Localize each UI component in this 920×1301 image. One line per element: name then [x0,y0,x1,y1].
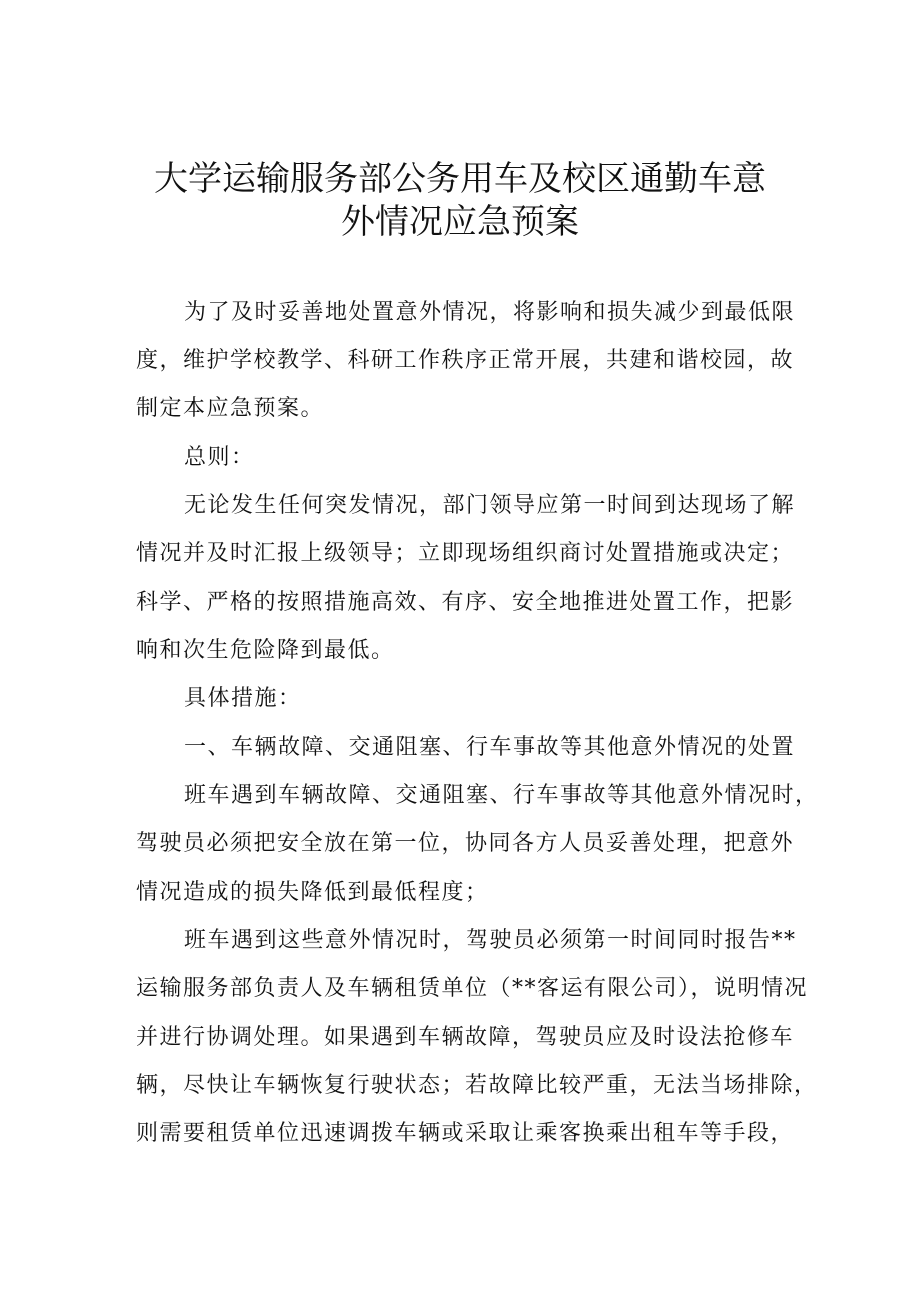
paragraph-line: 则需要租赁单位迅速调拨车辆或采取让乘客换乘出租车等手段， [136,1121,795,1146]
paragraph-line: 响和次生危险降到最低。 [136,638,395,663]
paragraph-line: 为了及时妥善地处置意外情况，将影响和损失减少到最低限 [184,300,796,325]
section-heading-general: 总则： [184,445,255,470]
paragraph-line: 度，维护学校教学、科研工作秩序正常开展，共建和谐校园，故 [136,348,795,373]
document-title-line-2: 外情况应急预案 [341,202,579,242]
paragraph-line: 辆，尽快让车辆恢复行驶状态；若故障比较严重，无法当场排除， [136,1073,818,1098]
paragraph-line: 班车遇到这些意外情况时，驾驶员必须第一时间同时报告** [184,928,797,953]
subsection-heading-1: 一、车辆故障、交通阻塞、行车事故等其他意外情况的处置 [184,735,796,760]
paragraph-line: 制定本应急预案。 [136,396,325,421]
paragraph-line: 班车遇到车辆故障、交通阻塞、行车事故等其他意外情况时， [184,783,819,808]
paragraph-line: 运输服务部负责人及车辆租赁单位（**客运有限公司），说明情况 [136,976,809,1001]
paragraph-line: 驾驶员必须把安全放在第一位，协同各方人员妥善处理，把意外 [136,831,795,856]
document-title-line-1: 大学运输服务部公务用车及校区通勤车意 [154,159,766,199]
paragraph-line: 无论发生任何突发情况，部门领导应第一时间到达现场了解 [184,493,796,518]
paragraph-line: 科学、严格的按照措施高效、有序、安全地推进处置工作，把影 [136,590,795,615]
section-heading-measures: 具体措施： [184,686,302,711]
paragraph-line: 情况并及时汇报上级领导；立即现场组织商讨处置措施或决定； [136,541,795,566]
paragraph-line: 并进行协调处理。如果遇到车辆故障，驾驶员应及时设法抢修车 [136,1025,795,1050]
paragraph-line: 情况造成的损失降低到最低程度； [136,880,489,905]
